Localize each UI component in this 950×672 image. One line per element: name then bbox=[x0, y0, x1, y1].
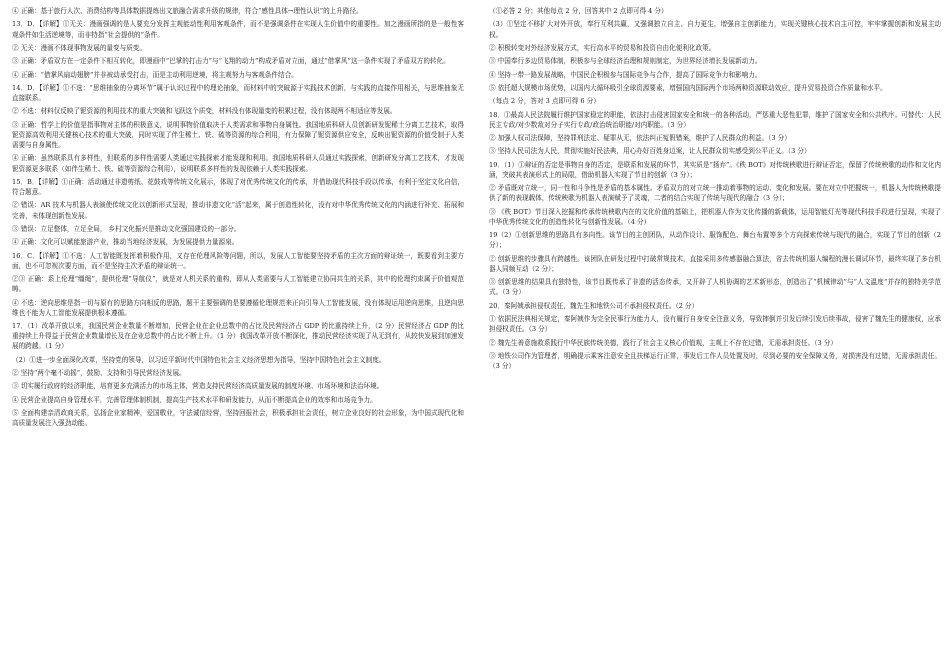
answer-paragraph: ③ 《秩 BOT》节目深入挖掘和传承传统秧歌内在的文化价值的基础上，把机器人作为文化传播的新载体，运用智能灯光等现代科技手段进行呈现，实现了中华优秀传统文化的创造性转化与创新性发展。（4 分） bbox=[489, 207, 941, 226]
answer-paragraph: ④ 正确：文化可以赋能旅游产业，推动当地经济发展，为发展提供力量源泉。 bbox=[12, 238, 239, 247]
answer-paragraph: ② 矛盾既对立统一，同一性和斗争性是矛盾的基本属性。矛盾双方的对立统一推动着事物的运动、变化和发展。要在对立中把握统一，机器人为传统秧歌提供了新的表现载体，传统秧歌为机器人表演赋予了灵魂，二者的结合实现了传统与现代的融合（3 分）； bbox=[489, 184, 941, 203]
left-column bbox=[12, 6, 464, 432]
answer-paragraph: （2）①进一步全面深化改革，坚持党的领导，以习近平新时代中国特色社会主义经济思想为指导，坚持中国特色社会主义制度。 bbox=[12, 355, 386, 364]
answer-paragraph: 14．D．【详解】①不选：“思维抽象的分离环节”属于认识过程中的理论抽象，而材料中的突破源于实践技术创新，与实践的直接作用相关，与思维抽象无直接联系。 bbox=[12, 83, 464, 103]
answer-paragraph: （每点 2 分，答对 3 点即可得 6 分） bbox=[489, 97, 600, 106]
answer-paragraph: ② 积极转变对外经济发展方式，实行高水平的贸易和投资自由化便利化政策。 bbox=[489, 43, 716, 52]
answer-paragraph: ③ 正确：哲学上的价值是指事物对主体的积极意义，说明事物价值取决于人类需求和事物自身属性。我国地质科研人员创新研发铌稀土分离工艺技术，取得铌资源高效利用关键核心技术的重大突破，同时实现了伴生稀土、铁、硫等资源的综合利用，有力保障了铌资源供应安全，反映出铌资源的价值受制于人类需要与自身属性。 bbox=[12, 120, 464, 150]
answer-paragraph: 15．B．【详解】①正确：活动通过非遗剪纸、花鼓戏等传统文化展示，体现了对优秀传统文化的传承，并借助现代科技手段以传承，有利于坚定文化自信，符合题意。 bbox=[12, 177, 464, 197]
answer-paragraph: ④ 坚持一带一路发展战略，中国民企积极参与国际竞争与合作，提高了国际竞争力和影响力。 bbox=[489, 70, 762, 79]
answer-paragraph: ③ 坚持人民司法为人民，贯彻实施好民法典，用心办好百姓身边案，让人民群众切实感受到公平正义。（3 分） bbox=[489, 147, 811, 156]
answer-paragraph: ④ 不选：逆向思维是指一切与原有的思路方向相反的思路，题干主要强调的是要遵循伦理规范来正向引导人工智能发展，没有体现运用逆向思维，且逆向思维也不能为人工智能发展提供根本遵循。 bbox=[12, 298, 464, 317]
answer-paragraph: ② 错误：AR 技术与机器人表演使传统文化以创新形式呈现，推动非遗文化“活”起来，属于创造性转化，没有对中华优秀传统文化的内涵进行补充、拓展和完善，未体现创新性发展。 bbox=[12, 201, 464, 220]
answer-paragraph: （3）①坚定不移扩大对外开放，奉行互利共赢，又强调独立自主、自力更生，增强自主创新能力，实现关键核心技术自主可控，牢牢掌握创新和发展主动权。 bbox=[489, 20, 941, 39]
answer-paragraph: 13．D．【详解】①无关：漫画强调的是人要充分发挥主观能动性利用客观条件，而不是强调条件在实现人生价值中的重要性。加之漫画所指的是一般性客观条件如生活逆境等，而非特指“社会提供的”条件。 bbox=[12, 20, 464, 39]
answer-paragraph: ② 无关：漫画不体现事物发展的量变与质变。 bbox=[12, 43, 146, 52]
answer-paragraph: 19．（1）①辩证的否定是事物自身的否定，是联系和发展的环节，其实质是“扬弃”。《秩 BOT》对传统秧歌进行辩证否定，保留了传统秧歌的动作和文化内涵，突破其表演形式上的局限，借助机器人实现了节目的创新（3 分）； bbox=[489, 160, 941, 179]
right-column bbox=[489, 6, 941, 374]
answer-paragraph: ③ 中国奉行多边贸易体制，积极参与全球经济治理和规则制定，为世界经济增长发展新动力。 bbox=[489, 57, 762, 66]
answer-paragraph: ② 不选：材料仅反映了铌资源的利用技术的重大突破和飞跃这个质变，材料没有体现量变的积累过程，没有体现两不相适应等发展。 bbox=[12, 107, 397, 116]
answer-paragraph: ② 创新思维的步骤具有跨越性。该团队在研发过程中打破常规技术，直接采用多传感器融合算法，省去传统机器人编程的漫长调试环节，最终实现了多台机器人同频互动（2 分）； bbox=[489, 254, 941, 273]
answer-paragraph: ③ 切实履行政府的经济职能，培育更多充满活力的市场主体，营造支持民营经济高质量发展的制度环境、市场环境和法治环境。 bbox=[12, 382, 384, 391]
answer-paragraph: ⑤ 依托超大规模市场优势，以国内大循环吸引全球资源要素，增强国内国际两个市场两种资源联动效应，提升贸易投资合作质量和水平。 bbox=[489, 83, 887, 92]
answer-paragraph: 20．秦阿姨承担侵权责任，魏先生和地铁公司不承担侵权责任。（2 分） bbox=[489, 301, 699, 310]
answer-paragraph: 18．①最高人民法院履行维护国家稳定的职能，依法打击侵害国家安全和统一的各种活动，严惩重大恶性犯罪，维护了国家安全和公共秩序。可替代：人民民主专政/对少数敌对分子实行专政/政治统治职能/对内职能。（3 分） bbox=[489, 110, 941, 129]
answer-paragraph: ② 加强人权司法保障，坚持罪刑法定、疑罪从无，依法纠正冤假错案，维护了人民群众的利益。（3 分） bbox=[489, 134, 791, 143]
answer-paragraph: 16．C．【详解】①不选：人工智能既发挥着积极作用，又存在伦理风险等问题，所以，发展人工智能要坚持矛盾的主次方面的辩证统一，既要看到主要方面，也不可忽视次要方面，而不是坚持主次矛盾的辩证统一。 bbox=[12, 251, 464, 270]
answer-paragraph: 17．（1）改革开放以来，我国民营企业数量不断增加，民营企业在企业总数中的占比及民营经济占 GDP 的比重持续上升，（2 分）民营经济占 GDP 的比重持续上升得益于民营企业数量增长及在企业总数中的占比不断上升。（1 分）我国改革开放不断深化，推动民营经济实现了从无到有，从较快发展到加速发展的跨越。（1 分） bbox=[12, 322, 464, 351]
answer-paragraph: （①必答 2 分；其他每点 2 分，回答其中 2 点即可得 4 分） bbox=[489, 7, 668, 15]
answer-paragraph: ③ 正确：矛盾双方在一定条件下相互转化，即漫画中“巴掌的打击力”与“飞翔的动力”构成矛盾对立面，通过“借掌风”这一条件实现了矛盾双方的转化。 bbox=[12, 57, 450, 66]
answer-paragraph: ③ 地铁公司作为管理者，明确提示乘客注意安全且扶梯运行正常，事发后工作人员处置及时，尽到必要的安全保障义务，对损害没有过错，无需承担责任。（3 分） bbox=[489, 351, 941, 371]
answer-paragraph: ③ 创新思维的结果具有独特性，该节目既传承了非遗的活态传承，又开辟了人机协调的艺术新形态，创造出了“机械律动”与“人文温度”并存的独特美学范式。（3 分） bbox=[489, 278, 941, 297]
answer-paragraph: 19（2）①创新思维的思路具有多向性。该节目的主创团队，从动作设计、服饰配色、舞台布置等多个方向探索传统与现代的融合，实现了节目的创新（2 分）； bbox=[489, 231, 941, 250]
answer-paragraph: ④ 民营企业提高自身管理水平，完善管理体制机制，提高生产技术水平和研发能力，从而不断提高企业的效率和市场竞争力。 bbox=[12, 395, 377, 404]
answer-paragraph: ① 依据民法典相关规定，秦阿姨作为完全民事行为能力人，没有履行自身安全注意义务，导致摔倒并引发后续引发后续事故，侵害了魏先生的健康权，应承担侵权责任。（3 分） bbox=[489, 315, 941, 334]
answer-paragraph: ③ 错误：立足整体，立足全局， 乡村文化振兴是推动文化强国建设的一部分。 bbox=[12, 224, 241, 233]
answer-paragraph: ② 坚持“两个毫不动摇”，鼓励、支持和引导民营经济发展。 bbox=[12, 369, 186, 378]
answer-paragraph: ② 魏先生善意施救系践行中华民族传统美德，践行了社会主义核心价值观，主观上不存在过错，无需承担责任。（3 分） bbox=[489, 338, 837, 347]
answer-paragraph: ④ 正确：“借掌风扇动翅膀”并非被动承受打击，而是主动利用逆境，将主观努力与客观条件结合。 bbox=[12, 70, 298, 79]
answer-paragraph: ②③ 正确：系上伦理“缰绳”，提供伦理“导航仪”，就是对人机关系的重构，即从人类需要与人工智能建立协同共生的关系，其中的伦理约束属于价值观范畴。 bbox=[12, 275, 464, 294]
answer-paragraph: ④ 正确：虽然联系具有多样性，但联系的多样性需要人类通过实践探索才能发现和利用。我国地质科研人员通过实践探索，创新研发分离工艺技术，才发现铌资源更多联系（如伴生稀土、铁、硫等资源综合利用），说明联系多样性的发现依赖于人类实践探索。 bbox=[12, 154, 464, 173]
answer-paragraph: ⑤ 全面构建亲清政商关系，弘扬企业家精神，爱国敬业，守法诚信经营，坚持回报社会，积极承担社会责任，树立企业良好的社会形象，为中国式现代化和高质量发展注入强劲动能。 bbox=[12, 409, 464, 428]
answer-paragraph: ④ 正确：基于旅行人次、消费结构等具体数据提炼出文旅融合需求升级的规律，符合“感性具体→理性认识”的上升路径。 bbox=[12, 7, 363, 15]
